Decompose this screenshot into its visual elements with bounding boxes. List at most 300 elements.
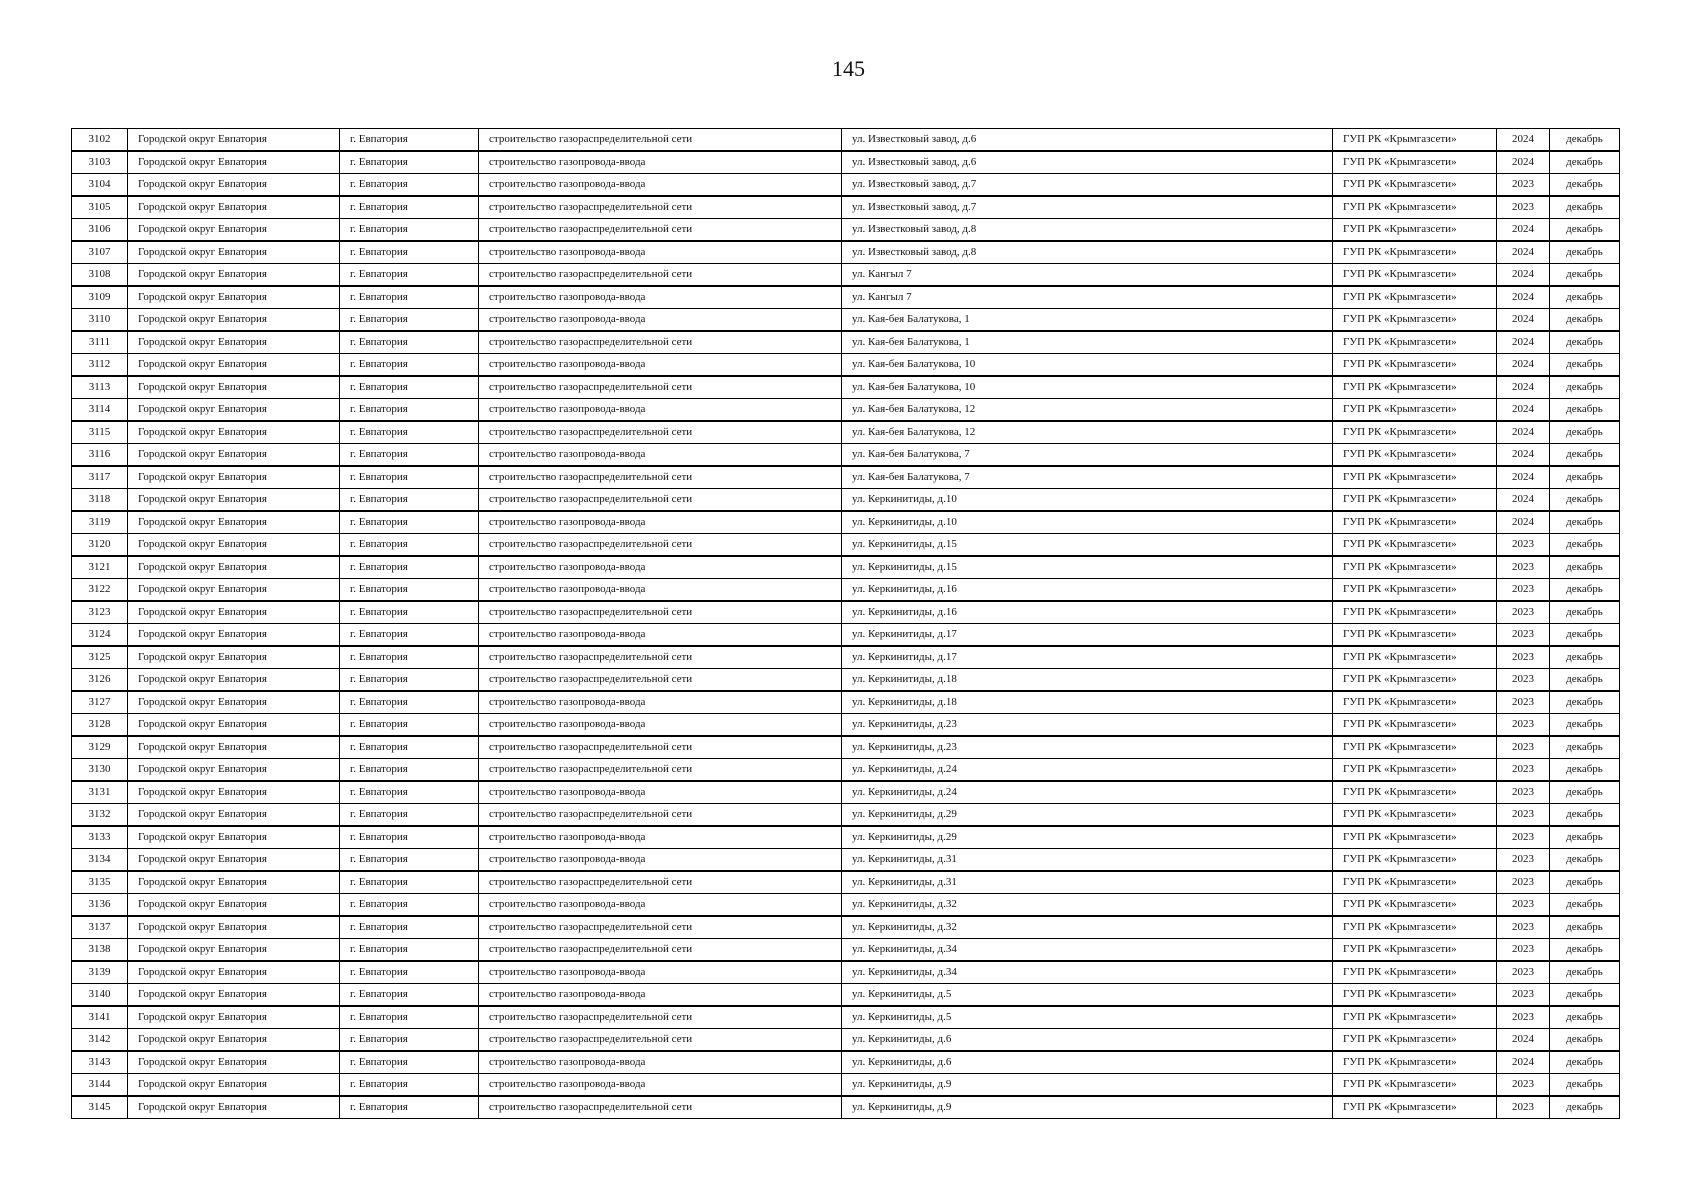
table-row	[72, 646, 1620, 669]
row-number: 3103	[72, 151, 128, 174]
month-cell: декабрь	[1550, 376, 1620, 399]
month-cell: декабрь	[1550, 151, 1620, 174]
organization-cell: ГУП РК «Крымгазсети»	[1333, 849, 1497, 872]
year-cell: 2024	[1497, 286, 1550, 309]
address-cell: ул. Керкинитиды, д.31	[842, 871, 1333, 894]
year-cell: 2024	[1497, 331, 1550, 354]
work-type-cell: строительство газопровода-ввода	[479, 624, 842, 647]
row-number: 3118	[72, 489, 128, 512]
month-cell: декабрь	[1550, 669, 1620, 692]
locality-cell: г. Евпатория	[340, 1029, 479, 1052]
year-cell: 2023	[1497, 624, 1550, 647]
table-row	[72, 894, 1620, 917]
address-cell: ул. Керкинитиды, д.23	[842, 714, 1333, 737]
organization-cell: ГУП РК «Крымгазсети»	[1333, 376, 1497, 399]
month-cell: декабрь	[1550, 466, 1620, 489]
district-cell: Городской округ Евпатория	[128, 781, 340, 804]
table-row	[72, 331, 1620, 354]
work-type-cell: строительство газопровода-ввода	[479, 444, 842, 467]
locality-cell: г. Евпатория	[340, 736, 479, 759]
work-type-cell: строительство газораспределительной сети	[479, 646, 842, 669]
address-cell: ул. Керкинитиды, д.16	[842, 579, 1333, 602]
year-cell: 2024	[1497, 511, 1550, 534]
month-cell: декабрь	[1550, 309, 1620, 332]
organization-cell: ГУП РК «Крымгазсети»	[1333, 804, 1497, 827]
row-number: 3111	[72, 331, 128, 354]
address-cell: ул. Кая-бея Балатукова, 7	[842, 466, 1333, 489]
work-type-cell: строительство газопровода-ввода	[479, 781, 842, 804]
address-cell: ул. Керкинитиды, д.9	[842, 1074, 1333, 1097]
locality-cell: г. Евпатория	[340, 354, 479, 377]
address-cell: ул. Керкинитиды, д.5	[842, 984, 1333, 1007]
district-cell: Городской округ Евпатория	[128, 871, 340, 894]
district-cell: Городской округ Евпатория	[128, 129, 340, 152]
month-cell: декабрь	[1550, 354, 1620, 377]
locality-cell: г. Евпатория	[340, 691, 479, 714]
year-cell: 2023	[1497, 1074, 1550, 1097]
district-cell: Городской округ Евпатория	[128, 804, 340, 827]
year-cell: 2024	[1497, 1029, 1550, 1052]
address-cell: ул. Керкинитиды, д.29	[842, 804, 1333, 827]
work-type-cell: строительство газопровода-ввода	[479, 241, 842, 264]
address-cell: ул. Керкинитиды, д.5	[842, 1006, 1333, 1029]
district-cell: Городской округ Евпатория	[128, 916, 340, 939]
locality-cell: г. Евпатория	[340, 174, 479, 197]
work-type-cell: строительство газораспределительной сети	[479, 466, 842, 489]
table-row	[72, 1006, 1620, 1029]
month-cell: декабрь	[1550, 714, 1620, 737]
district-cell: Городской округ Евпатория	[128, 421, 340, 444]
district-cell: Городской округ Евпатория	[128, 1051, 340, 1074]
locality-cell: г. Евпатория	[340, 421, 479, 444]
address-cell: ул. Керкинитиды, д.17	[842, 646, 1333, 669]
table-row	[72, 961, 1620, 984]
year-cell: 2023	[1497, 939, 1550, 962]
organization-cell: ГУП РК «Крымгазсети»	[1333, 1096, 1497, 1119]
month-cell: декабрь	[1550, 579, 1620, 602]
locality-cell: г. Евпатория	[340, 151, 479, 174]
organization-cell: ГУП РК «Крымгазсети»	[1333, 984, 1497, 1007]
month-cell: декабрь	[1550, 556, 1620, 579]
district-cell: Городской округ Евпатория	[128, 1006, 340, 1029]
district-cell: Городской округ Евпатория	[128, 331, 340, 354]
work-type-cell: строительство газопровода-ввода	[479, 849, 842, 872]
address-cell: ул. Известковый завод, д.7	[842, 196, 1333, 219]
address-cell: ул. Кангыл 7	[842, 286, 1333, 309]
work-type-cell: строительство газопровода-ввода	[479, 399, 842, 422]
year-cell: 2023	[1497, 759, 1550, 782]
row-number: 3123	[72, 601, 128, 624]
district-cell: Городской округ Евпатория	[128, 511, 340, 534]
address-cell: ул. Керкинитиды, д.24	[842, 759, 1333, 782]
locality-cell: г. Евпатория	[340, 781, 479, 804]
address-cell: ул. Керкинитиды, д.34	[842, 939, 1333, 962]
address-cell: ул. Кая-бея Балатукова, 12	[842, 399, 1333, 422]
row-number: 3109	[72, 286, 128, 309]
locality-cell: г. Евпатория	[340, 309, 479, 332]
row-number: 3107	[72, 241, 128, 264]
work-type-cell: строительство газопровода-ввода	[479, 894, 842, 917]
district-cell: Городской округ Евпатория	[128, 151, 340, 174]
work-type-cell: строительство газораспределительной сети	[479, 196, 842, 219]
work-type-cell: строительство газораспределительной сети	[479, 1006, 842, 1029]
table-row	[72, 399, 1620, 422]
registry-table	[71, 128, 1620, 1119]
month-cell: декабрь	[1550, 241, 1620, 264]
year-cell: 2023	[1497, 579, 1550, 602]
row-number: 3120	[72, 534, 128, 557]
row-number: 3137	[72, 916, 128, 939]
year-cell: 2023	[1497, 646, 1550, 669]
month-cell: декабрь	[1550, 1029, 1620, 1052]
row-number: 3127	[72, 691, 128, 714]
table-row	[72, 241, 1620, 264]
table-row	[72, 376, 1620, 399]
registry-table-body	[72, 129, 1620, 1119]
address-cell: ул. Керкинитиды, д.32	[842, 916, 1333, 939]
organization-cell: ГУП РК «Крымгазсети»	[1333, 691, 1497, 714]
month-cell: декабрь	[1550, 511, 1620, 534]
district-cell: Городской округ Евпатория	[128, 849, 340, 872]
organization-cell: ГУП РК «Крымгазсети»	[1333, 646, 1497, 669]
row-number: 3140	[72, 984, 128, 1007]
work-type-cell: строительство газопровода-ввода	[479, 1051, 842, 1074]
table-row	[72, 511, 1620, 534]
organization-cell: ГУП РК «Крымгазсети»	[1333, 286, 1497, 309]
year-cell: 2024	[1497, 1051, 1550, 1074]
row-number: 3125	[72, 646, 128, 669]
district-cell: Городской округ Евпатория	[128, 624, 340, 647]
table-row	[72, 174, 1620, 197]
row-number: 3117	[72, 466, 128, 489]
year-cell: 2023	[1497, 601, 1550, 624]
month-cell: декабрь	[1550, 961, 1620, 984]
row-number: 3131	[72, 781, 128, 804]
organization-cell: ГУП РК «Крымгазсети»	[1333, 759, 1497, 782]
district-cell: Городской округ Евпатория	[128, 534, 340, 557]
table-row	[72, 781, 1620, 804]
month-cell: декабрь	[1550, 984, 1620, 1007]
address-cell: ул. Керкинитиды, д.23	[842, 736, 1333, 759]
address-cell: ул. Кая-бея Балатукова, 1	[842, 331, 1333, 354]
locality-cell: г. Евпатория	[340, 849, 479, 872]
table-row	[72, 354, 1620, 377]
table-row	[72, 1051, 1620, 1074]
table-row	[72, 1029, 1620, 1052]
row-number: 3128	[72, 714, 128, 737]
year-cell: 2023	[1497, 1006, 1550, 1029]
work-type-cell: строительство газопровода-ввода	[479, 511, 842, 534]
month-cell: декабрь	[1550, 489, 1620, 512]
locality-cell: г. Евпатория	[340, 466, 479, 489]
locality-cell: г. Евпатория	[340, 894, 479, 917]
organization-cell: ГУП РК «Крымгазсети»	[1333, 961, 1497, 984]
table-row	[72, 691, 1620, 714]
year-cell: 2023	[1497, 984, 1550, 1007]
table-row	[72, 444, 1620, 467]
row-number: 3129	[72, 736, 128, 759]
organization-cell: ГУП РК «Крымгазсети»	[1333, 1029, 1497, 1052]
address-cell: ул. Керкинитиды, д.32	[842, 894, 1333, 917]
district-cell: Городской округ Евпатория	[128, 894, 340, 917]
locality-cell: г. Евпатория	[340, 916, 479, 939]
district-cell: Городской округ Евпатория	[128, 556, 340, 579]
table-row	[72, 219, 1620, 242]
row-number: 3112	[72, 354, 128, 377]
work-type-cell: строительство газопровода-ввода	[479, 151, 842, 174]
year-cell: 2024	[1497, 399, 1550, 422]
locality-cell: г. Евпатория	[340, 1006, 479, 1029]
locality-cell: г. Евпатория	[340, 984, 479, 1007]
row-number: 3105	[72, 196, 128, 219]
row-number: 3116	[72, 444, 128, 467]
table-row	[72, 286, 1620, 309]
address-cell: ул. Кая-бея Балатукова, 10	[842, 354, 1333, 377]
work-type-cell: строительство газопровода-ввода	[479, 309, 842, 332]
table-row	[72, 826, 1620, 849]
work-type-cell: строительство газораспределительной сети	[479, 421, 842, 444]
table-row	[72, 669, 1620, 692]
work-type-cell: строительство газопровода-ввода	[479, 286, 842, 309]
row-number: 3124	[72, 624, 128, 647]
locality-cell: г. Евпатория	[340, 556, 479, 579]
district-cell: Городской округ Евпатория	[128, 354, 340, 377]
year-cell: 2023	[1497, 804, 1550, 827]
organization-cell: ГУП РК «Крымгазсети»	[1333, 871, 1497, 894]
month-cell: декабрь	[1550, 1096, 1620, 1119]
month-cell: декабрь	[1550, 601, 1620, 624]
district-cell: Городской округ Евпатория	[128, 286, 340, 309]
address-cell: ул. Известковый завод, д.8	[842, 241, 1333, 264]
locality-cell: г. Евпатория	[340, 286, 479, 309]
work-type-cell: строительство газопровода-ввода	[479, 556, 842, 579]
locality-cell: г. Евпатория	[340, 669, 479, 692]
work-type-cell: строительство газораспределительной сети	[479, 331, 842, 354]
district-cell: Городской округ Евпатория	[128, 399, 340, 422]
month-cell: декабрь	[1550, 1051, 1620, 1074]
locality-cell: г. Евпатория	[340, 129, 479, 152]
locality-cell: г. Евпатория	[340, 939, 479, 962]
address-cell: ул. Керкинитиды, д.17	[842, 624, 1333, 647]
row-number: 3144	[72, 1074, 128, 1097]
year-cell: 2024	[1497, 309, 1550, 332]
locality-cell: г. Евпатория	[340, 579, 479, 602]
address-cell: ул. Кая-бея Балатукова, 10	[842, 376, 1333, 399]
address-cell: ул. Керкинитиды, д.34	[842, 961, 1333, 984]
table-row	[72, 466, 1620, 489]
year-cell: 2024	[1497, 241, 1550, 264]
work-type-cell: строительство газопровода-ввода	[479, 984, 842, 1007]
locality-cell: г. Евпатория	[340, 534, 479, 557]
row-number: 3132	[72, 804, 128, 827]
table-row	[72, 736, 1620, 759]
row-number: 3136	[72, 894, 128, 917]
address-cell: ул. Кангыл 7	[842, 264, 1333, 287]
table-row	[72, 579, 1620, 602]
work-type-cell: строительство газораспределительной сети	[479, 1029, 842, 1052]
organization-cell: ГУП РК «Крымгазсети»	[1333, 219, 1497, 242]
month-cell: декабрь	[1550, 826, 1620, 849]
table-row	[72, 1074, 1620, 1097]
work-type-cell: строительство газопровода-ввода	[479, 826, 842, 849]
organization-cell: ГУП РК «Крымгазсети»	[1333, 241, 1497, 264]
year-cell: 2023	[1497, 736, 1550, 759]
month-cell: декабрь	[1550, 1074, 1620, 1097]
work-type-cell: строительство газораспределительной сети	[479, 264, 842, 287]
row-number: 3133	[72, 826, 128, 849]
table-row	[72, 151, 1620, 174]
work-type-cell: строительство газораспределительной сети	[479, 376, 842, 399]
address-cell: ул. Керкинитиды, д.18	[842, 691, 1333, 714]
address-cell: ул. Известковый завод, д.6	[842, 129, 1333, 152]
month-cell: декабрь	[1550, 781, 1620, 804]
table-row	[72, 534, 1620, 557]
district-cell: Городской округ Евпатория	[128, 219, 340, 242]
work-type-cell: строительство газопровода-ввода	[479, 714, 842, 737]
locality-cell: г. Евпатория	[340, 219, 479, 242]
work-type-cell: строительство газораспределительной сети	[479, 489, 842, 512]
address-cell: ул. Керкинитиды, д.15	[842, 556, 1333, 579]
locality-cell: г. Евпатория	[340, 624, 479, 647]
year-cell: 2024	[1497, 129, 1550, 152]
work-type-cell: строительство газораспределительной сети	[479, 736, 842, 759]
work-type-cell: строительство газораспределительной сети	[479, 759, 842, 782]
locality-cell: г. Евпатория	[340, 399, 479, 422]
year-cell: 2023	[1497, 871, 1550, 894]
address-cell: ул. Керкинитиды, д.18	[842, 669, 1333, 692]
address-cell: ул. Кая-бея Балатукова, 1	[842, 309, 1333, 332]
locality-cell: г. Евпатория	[340, 511, 479, 534]
address-cell: ул. Известковый завод, д.8	[842, 219, 1333, 242]
district-cell: Городской округ Евпатория	[128, 241, 340, 264]
district-cell: Городской округ Евпатория	[128, 939, 340, 962]
month-cell: декабрь	[1550, 264, 1620, 287]
work-type-cell: строительство газопровода-ввода	[479, 579, 842, 602]
table-row	[72, 804, 1620, 827]
organization-cell: ГУП РК «Крымгазсети»	[1333, 624, 1497, 647]
organization-cell: ГУП РК «Крымгазсети»	[1333, 1006, 1497, 1029]
organization-cell: ГУП РК «Крымгазсети»	[1333, 736, 1497, 759]
month-cell: декабрь	[1550, 219, 1620, 242]
organization-cell: ГУП РК «Крымгазсети»	[1333, 354, 1497, 377]
district-cell: Городской округ Евпатория	[128, 961, 340, 984]
locality-cell: г. Евпатория	[340, 444, 479, 467]
organization-cell: ГУП РК «Крымгазсети»	[1333, 781, 1497, 804]
year-cell: 2024	[1497, 264, 1550, 287]
table-row	[72, 601, 1620, 624]
work-type-cell: строительство газораспределительной сети	[479, 804, 842, 827]
organization-cell: ГУП РК «Крымгазсети»	[1333, 399, 1497, 422]
locality-cell: г. Евпатория	[340, 601, 479, 624]
table-row	[72, 939, 1620, 962]
organization-cell: ГУП РК «Крымгазсети»	[1333, 534, 1497, 557]
district-cell: Городской округ Евпатория	[128, 691, 340, 714]
organization-cell: ГУП РК «Крымгазсети»	[1333, 264, 1497, 287]
address-cell: ул. Керкинитиды, д.6	[842, 1029, 1333, 1052]
work-type-cell: строительство газораспределительной сети	[479, 1096, 842, 1119]
row-number: 3110	[72, 309, 128, 332]
year-cell: 2024	[1497, 466, 1550, 489]
row-number: 3130	[72, 759, 128, 782]
organization-cell: ГУП РК «Крымгазсети»	[1333, 714, 1497, 737]
locality-cell: г. Евпатория	[340, 264, 479, 287]
row-number: 3142	[72, 1029, 128, 1052]
district-cell: Городской округ Евпатория	[128, 984, 340, 1007]
row-number: 3102	[72, 129, 128, 152]
district-cell: Городской округ Евпатория	[128, 444, 340, 467]
locality-cell: г. Евпатория	[340, 376, 479, 399]
organization-cell: ГУП РК «Крымгазсети»	[1333, 601, 1497, 624]
year-cell: 2023	[1497, 849, 1550, 872]
address-cell: ул. Известковый завод, д.7	[842, 174, 1333, 197]
locality-cell: г. Евпатория	[340, 961, 479, 984]
row-number: 3126	[72, 669, 128, 692]
address-cell: ул. Кая-бея Балатукова, 7	[842, 444, 1333, 467]
work-type-cell: строительство газораспределительной сети	[479, 669, 842, 692]
district-cell: Городской округ Евпатория	[128, 601, 340, 624]
district-cell: Городской округ Евпатория	[128, 736, 340, 759]
locality-cell: г. Евпатория	[340, 804, 479, 827]
table-row	[72, 264, 1620, 287]
address-cell: ул. Известковый завод, д.6	[842, 151, 1333, 174]
table-row	[72, 624, 1620, 647]
table-row	[72, 309, 1620, 332]
locality-cell: г. Евпатория	[340, 826, 479, 849]
row-number: 3145	[72, 1096, 128, 1119]
district-cell: Городской округ Евпатория	[128, 489, 340, 512]
year-cell: 2023	[1497, 556, 1550, 579]
year-cell: 2024	[1497, 489, 1550, 512]
locality-cell: г. Евпатория	[340, 489, 479, 512]
year-cell: 2024	[1497, 354, 1550, 377]
organization-cell: ГУП РК «Крымгазсети»	[1333, 511, 1497, 534]
table-row	[72, 714, 1620, 737]
organization-cell: ГУП РК «Крымгазсети»	[1333, 309, 1497, 332]
row-number: 3119	[72, 511, 128, 534]
year-cell: 2023	[1497, 894, 1550, 917]
year-cell: 2024	[1497, 219, 1550, 242]
table-row	[72, 849, 1620, 872]
month-cell: декабрь	[1550, 399, 1620, 422]
district-cell: Городской округ Евпатория	[128, 174, 340, 197]
table-row	[72, 916, 1620, 939]
table-row	[72, 196, 1620, 219]
month-cell: декабрь	[1550, 939, 1620, 962]
month-cell: декабрь	[1550, 736, 1620, 759]
district-cell: Городской округ Евпатория	[128, 646, 340, 669]
district-cell: Городской округ Евпатория	[128, 759, 340, 782]
address-cell: ул. Керкинитиды, д.10	[842, 489, 1333, 512]
address-cell: ул. Керкинитиды, д.31	[842, 849, 1333, 872]
row-number: 3121	[72, 556, 128, 579]
row-number: 3135	[72, 871, 128, 894]
district-cell: Городской округ Евпатория	[128, 714, 340, 737]
locality-cell: г. Евпатория	[340, 871, 479, 894]
table-row	[72, 1096, 1620, 1119]
work-type-cell: строительство газопровода-ввода	[479, 1074, 842, 1097]
year-cell: 2023	[1497, 781, 1550, 804]
year-cell: 2023	[1497, 916, 1550, 939]
month-cell: декабрь	[1550, 871, 1620, 894]
month-cell: декабрь	[1550, 421, 1620, 444]
row-number: 3139	[72, 961, 128, 984]
organization-cell: ГУП РК «Крымгазсети»	[1333, 129, 1497, 152]
year-cell: 2024	[1497, 444, 1550, 467]
locality-cell: г. Евпатория	[340, 1096, 479, 1119]
address-cell: ул. Керкинитиды, д.6	[842, 1051, 1333, 1074]
table-row	[72, 129, 1620, 152]
month-cell: декабрь	[1550, 174, 1620, 197]
